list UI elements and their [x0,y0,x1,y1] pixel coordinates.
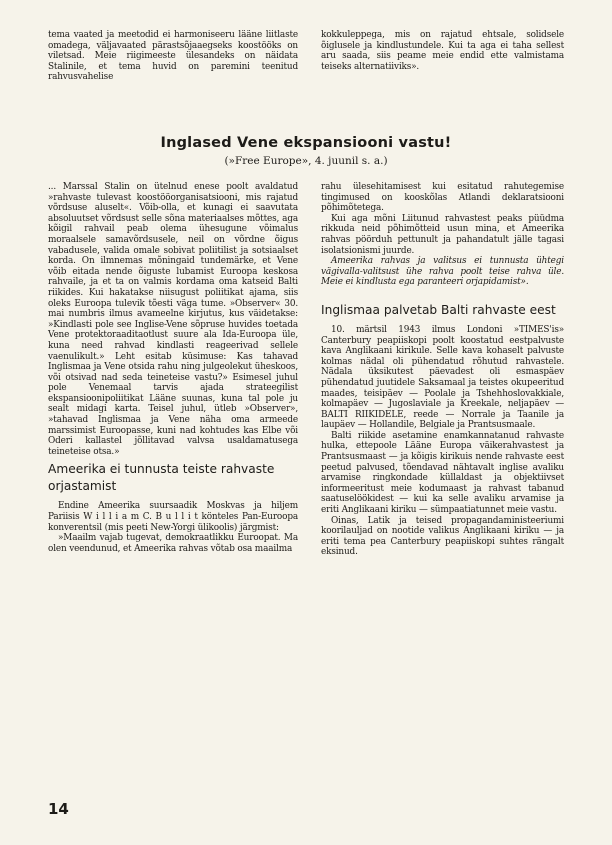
top-left-fragment [48,30,298,83]
article-source: (»Free Europe», 4. juunil s. a.) [224,155,388,167]
section-heading: Ameerika ei tunnusta teiste rahvaste orjastamist [48,462,275,494]
page-number: 14 [48,800,69,818]
paragraph: »Maailm vajab tugevat, demokraatlikku Euroopat. Ma olen veendunud, et Ameerika rahvas võtab osa maailma [48,533,298,554]
paragraph: Ameerika rahvas ja valitsus ei tunnusta ühtegi vägivalla-valitsust ühe rahva poolt teise rahva üle. Meie ei kindlusta ega paranteeri orjapidamist». [321,256,564,288]
paragraph: tema vaated ja meetodid ei harmoniseeru lääne liitlaste omadega, väljavaated pärastsõjaaegseks koostööks on viletsad. Meie riigimeeste ülesandeks on näidata Stalinile, et tema huvid on paremini teenitud rahvusvahelise [48,30,298,83]
section-heading: Inglismaa palvetab Balti rahvaste eest [321,302,556,317]
article-headline: Inglased Vene ekspansiooni vastu! [160,135,452,151]
right-column [321,182,564,558]
paragraph: 10. märtsil 1943 ilmus Londoni »TIMES'is» Canterbury peapiiskopi poolt koostatud eestpalvuste kava Anglikaani kirikule. Selle kava kohaselt palvuste kolmas nädal oli pühendatud rõhutud rahvastele. Nädala üksikutest päevadest oli esmaspäev pühendatud juutidele Saksamaal ja teistes okupeeritud maades, teisipäev — Poolale ja Tshehhoslovakkiale, kolmapäev — Jugoslaviale ja Kreekale, neljapäev — BALTI RIIKIDELE, reede — Norrale ja Taanile ja laupäev — Hollandile, Belgiale ja Prantsusmaale. [321,324,564,431]
top-right-fragment [321,30,564,72]
paragraph: kokkuleppega, mis on rajatud ehtsale, solidsele õiglusele ja kindlustundele. Kui ta aga ei taha sellest aru saada, siis peame meie endid ette valmistama teiseks alternatiiviks». [321,30,564,72]
paragraph: ... Marssal Stalin on ütelnud enese poolt avaldatud »rahvaste tulevast koostööorganisatsiooni, mis rajatud võrdsuse aluselt«. Võib-olla, et kunagi ei saavutata absoluutset võrdsust selle sõna materiaalses mõttes, aga kõigil rahvail peab olema ühesugune võimalus moraalsele samavõrdsusele, neil on võrdne õigus vabadusele, valida omale sobivat poliitilist ja sotsiaalset korda. On ilmnemas mõningaid tundemärke, et Vene võib eitada nende õiguste lubamist Euroopa keskosa rahvaile, ja et ta on valmis kordama oma katseid Balti riikides. Kui hakatakse niisugust poliitikat ajama, siis oleks Euroopa tulevik tõesti väga tume. »Observer« 30. mai numbris ilmus avameelne kirjutus, kus väidetakse: »Kindlasti pole see Inglise-Vene sõpruse huvides toetada Vene protektoraaditaotlust suure ala Ida-Euroopa üle, kuna need rahvad kindlasti reageerivad sellele vaenulikult.» Leht esitab küsimuse: Kas tahavad Inglismaa ja Vene otsida rahu ning julgeolekut üheskoos, või otsivad nad seda teineteise vastu?» Esimesel juhul pole Venemaal tarvis ajada strateegilist ekspansioonipoliitikat Lääne suunas, kuna tal pole ju sealt midagi karta. Teisel juhul, ütleb »Observer», »tahavad Inglismaa ja Vene näha oma armeede marssimist Euroopasse, kuni nad kohtudes kas Elbe või Oderi kallastel jõllitavad valvsa usaldamatusega teineteise otsa.» [48,182,298,457]
paragraph: Kui aga mõni Liitunud rahvastest peaks püüdma rikkuda neid põhimõtteid usun mina, et Ameerika rahvas pöörduh pettunult ja pahandatult jälle tagasi isolatsionismi juurde. [321,213,564,256]
paragraph: Balti riikide asetamine enamkannatanud rahvaste hulka, ettepoole Lääne Europa väikerahvastest ja Prantsusmaast — ja kõigis kirikuis nende rahvaste eest peetud palvused, tõendavad nähtavalt inglise avaliku arvamise ringkondade küllaldast ja objektiivset informeeritust meie kodumaast ja rahvast tabanud saatuselöökidest — kui ka selle avaliku arvamise ja eriti Anglikaani kiriku — sümpaatiatunnet meie vastu. [321,430,564,516]
paragraph: Oinas, Latik ja teised propagandaministeeriumi koorilauljad on nootide valikus Anglikaani kiriku — ja eriti tema pea Canterbury peapiiskopi suhtes rängalt eksinud. [321,515,564,558]
paragraph: Endine Ameerika suursaadik Moskvas ja hiljem Pariisis W i l l i a m C. B u l l i t könteles Pan-Euroopa konverentsil (mis peeti New-Yorgi ülikoolis) järgmist: [48,501,298,533]
paragraph: rahu ülesehitamisest kui esitatud rahutegemise tingimused on kooskõlas Atlandi deklaratsiooni põhimõtetega. [321,182,564,214]
left-column [48,182,298,554]
